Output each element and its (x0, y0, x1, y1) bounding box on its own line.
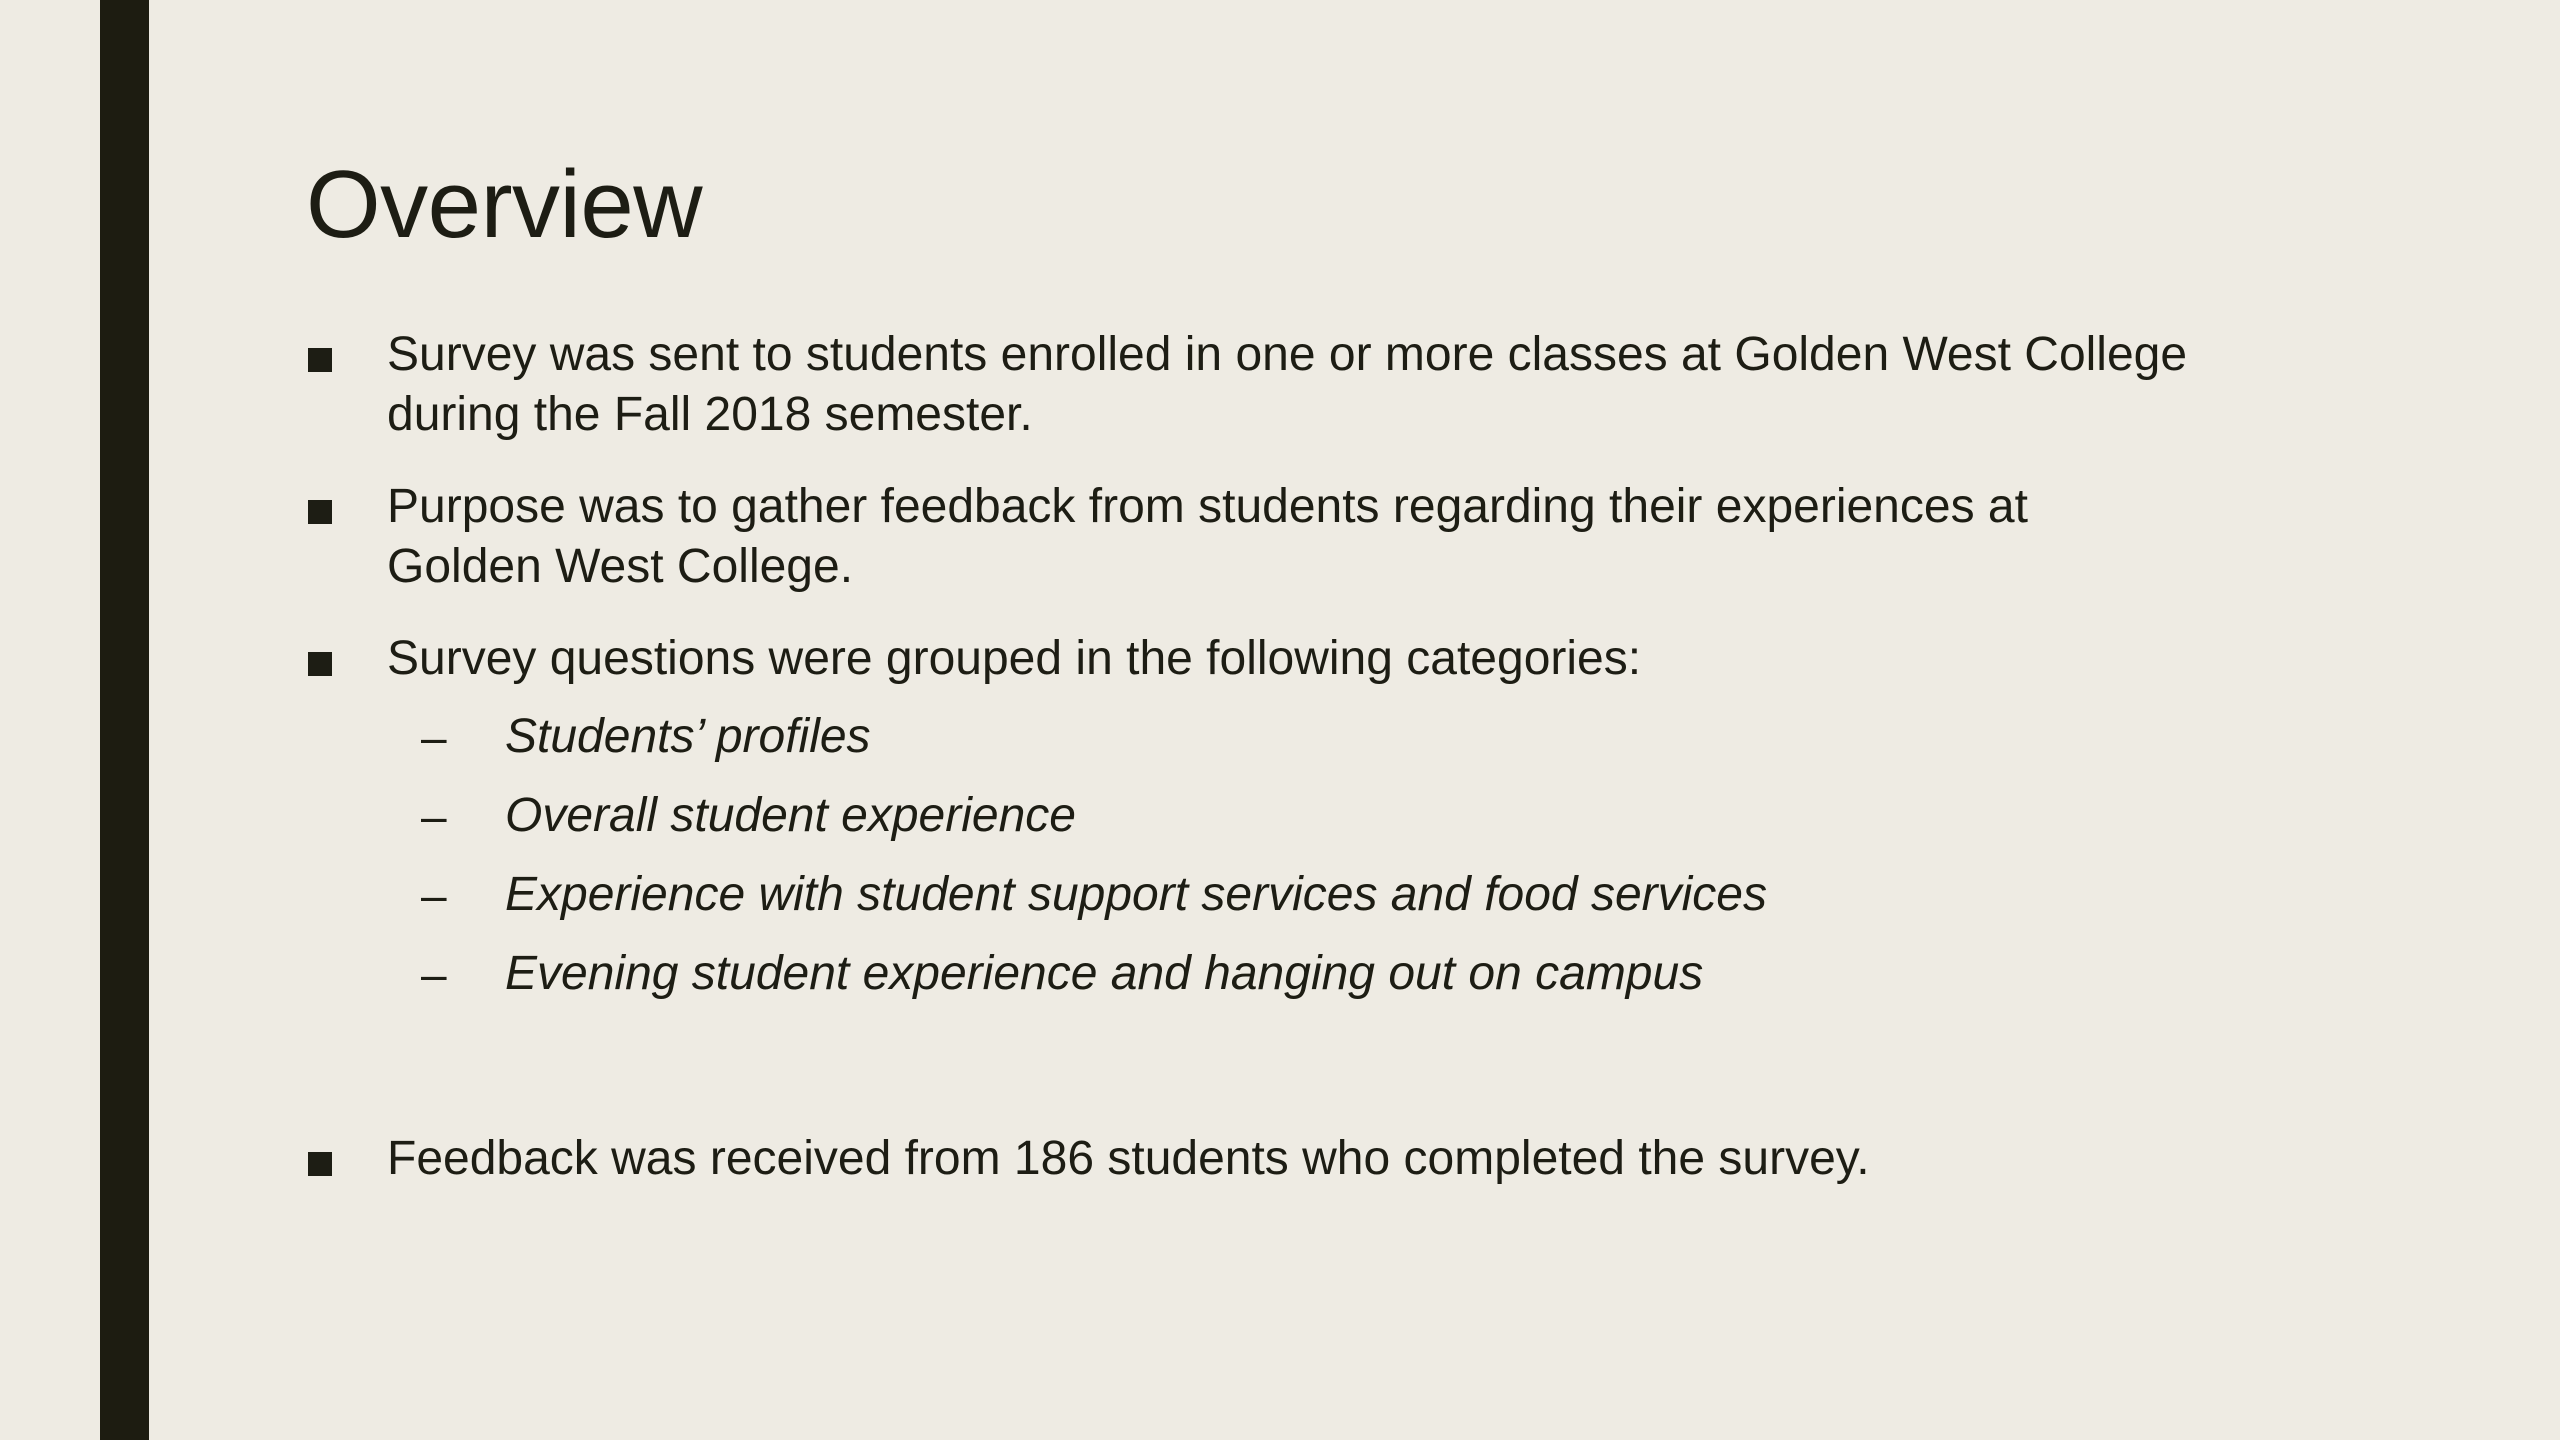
sub-bullet-text: Overall student experience (505, 789, 1076, 842)
bullet-text (387, 477, 2287, 597)
square-bullet-icon (308, 500, 332, 524)
dash-icon: – (421, 869, 447, 921)
bullet-text-line: Survey was sent to students enrolled in one or more classes at Golden West College (387, 328, 2188, 381)
square-bullet-icon (308, 348, 332, 372)
accent-bar (100, 0, 149, 1440)
dash-icon: – (421, 948, 447, 1000)
bullet-text (387, 325, 2287, 445)
bullet-text-line: during the Fall 2018 semester. (387, 388, 1033, 441)
slide-title: Overview (306, 151, 703, 258)
dash-icon: – (421, 790, 447, 842)
sub-bullet-text: Experience with student support services and food services (505, 868, 1767, 921)
square-bullet-icon (308, 1152, 332, 1176)
dash-icon: – (421, 711, 447, 763)
bullet-text-line: Purpose was to gather feedback from students regarding their experiences at (387, 480, 2028, 533)
bullet-text-line: Golden West College. (387, 540, 854, 593)
bullet-text: Feedback was received from 186 students who completed the survey. (387, 1132, 1870, 1185)
sub-bullet-text: Students’ profiles (505, 710, 871, 763)
sub-bullet-text: Evening student experience and hanging out on campus (505, 947, 1704, 1000)
bullet-text: Survey questions were grouped in the following categories: (387, 632, 1642, 685)
square-bullet-icon (308, 652, 332, 676)
